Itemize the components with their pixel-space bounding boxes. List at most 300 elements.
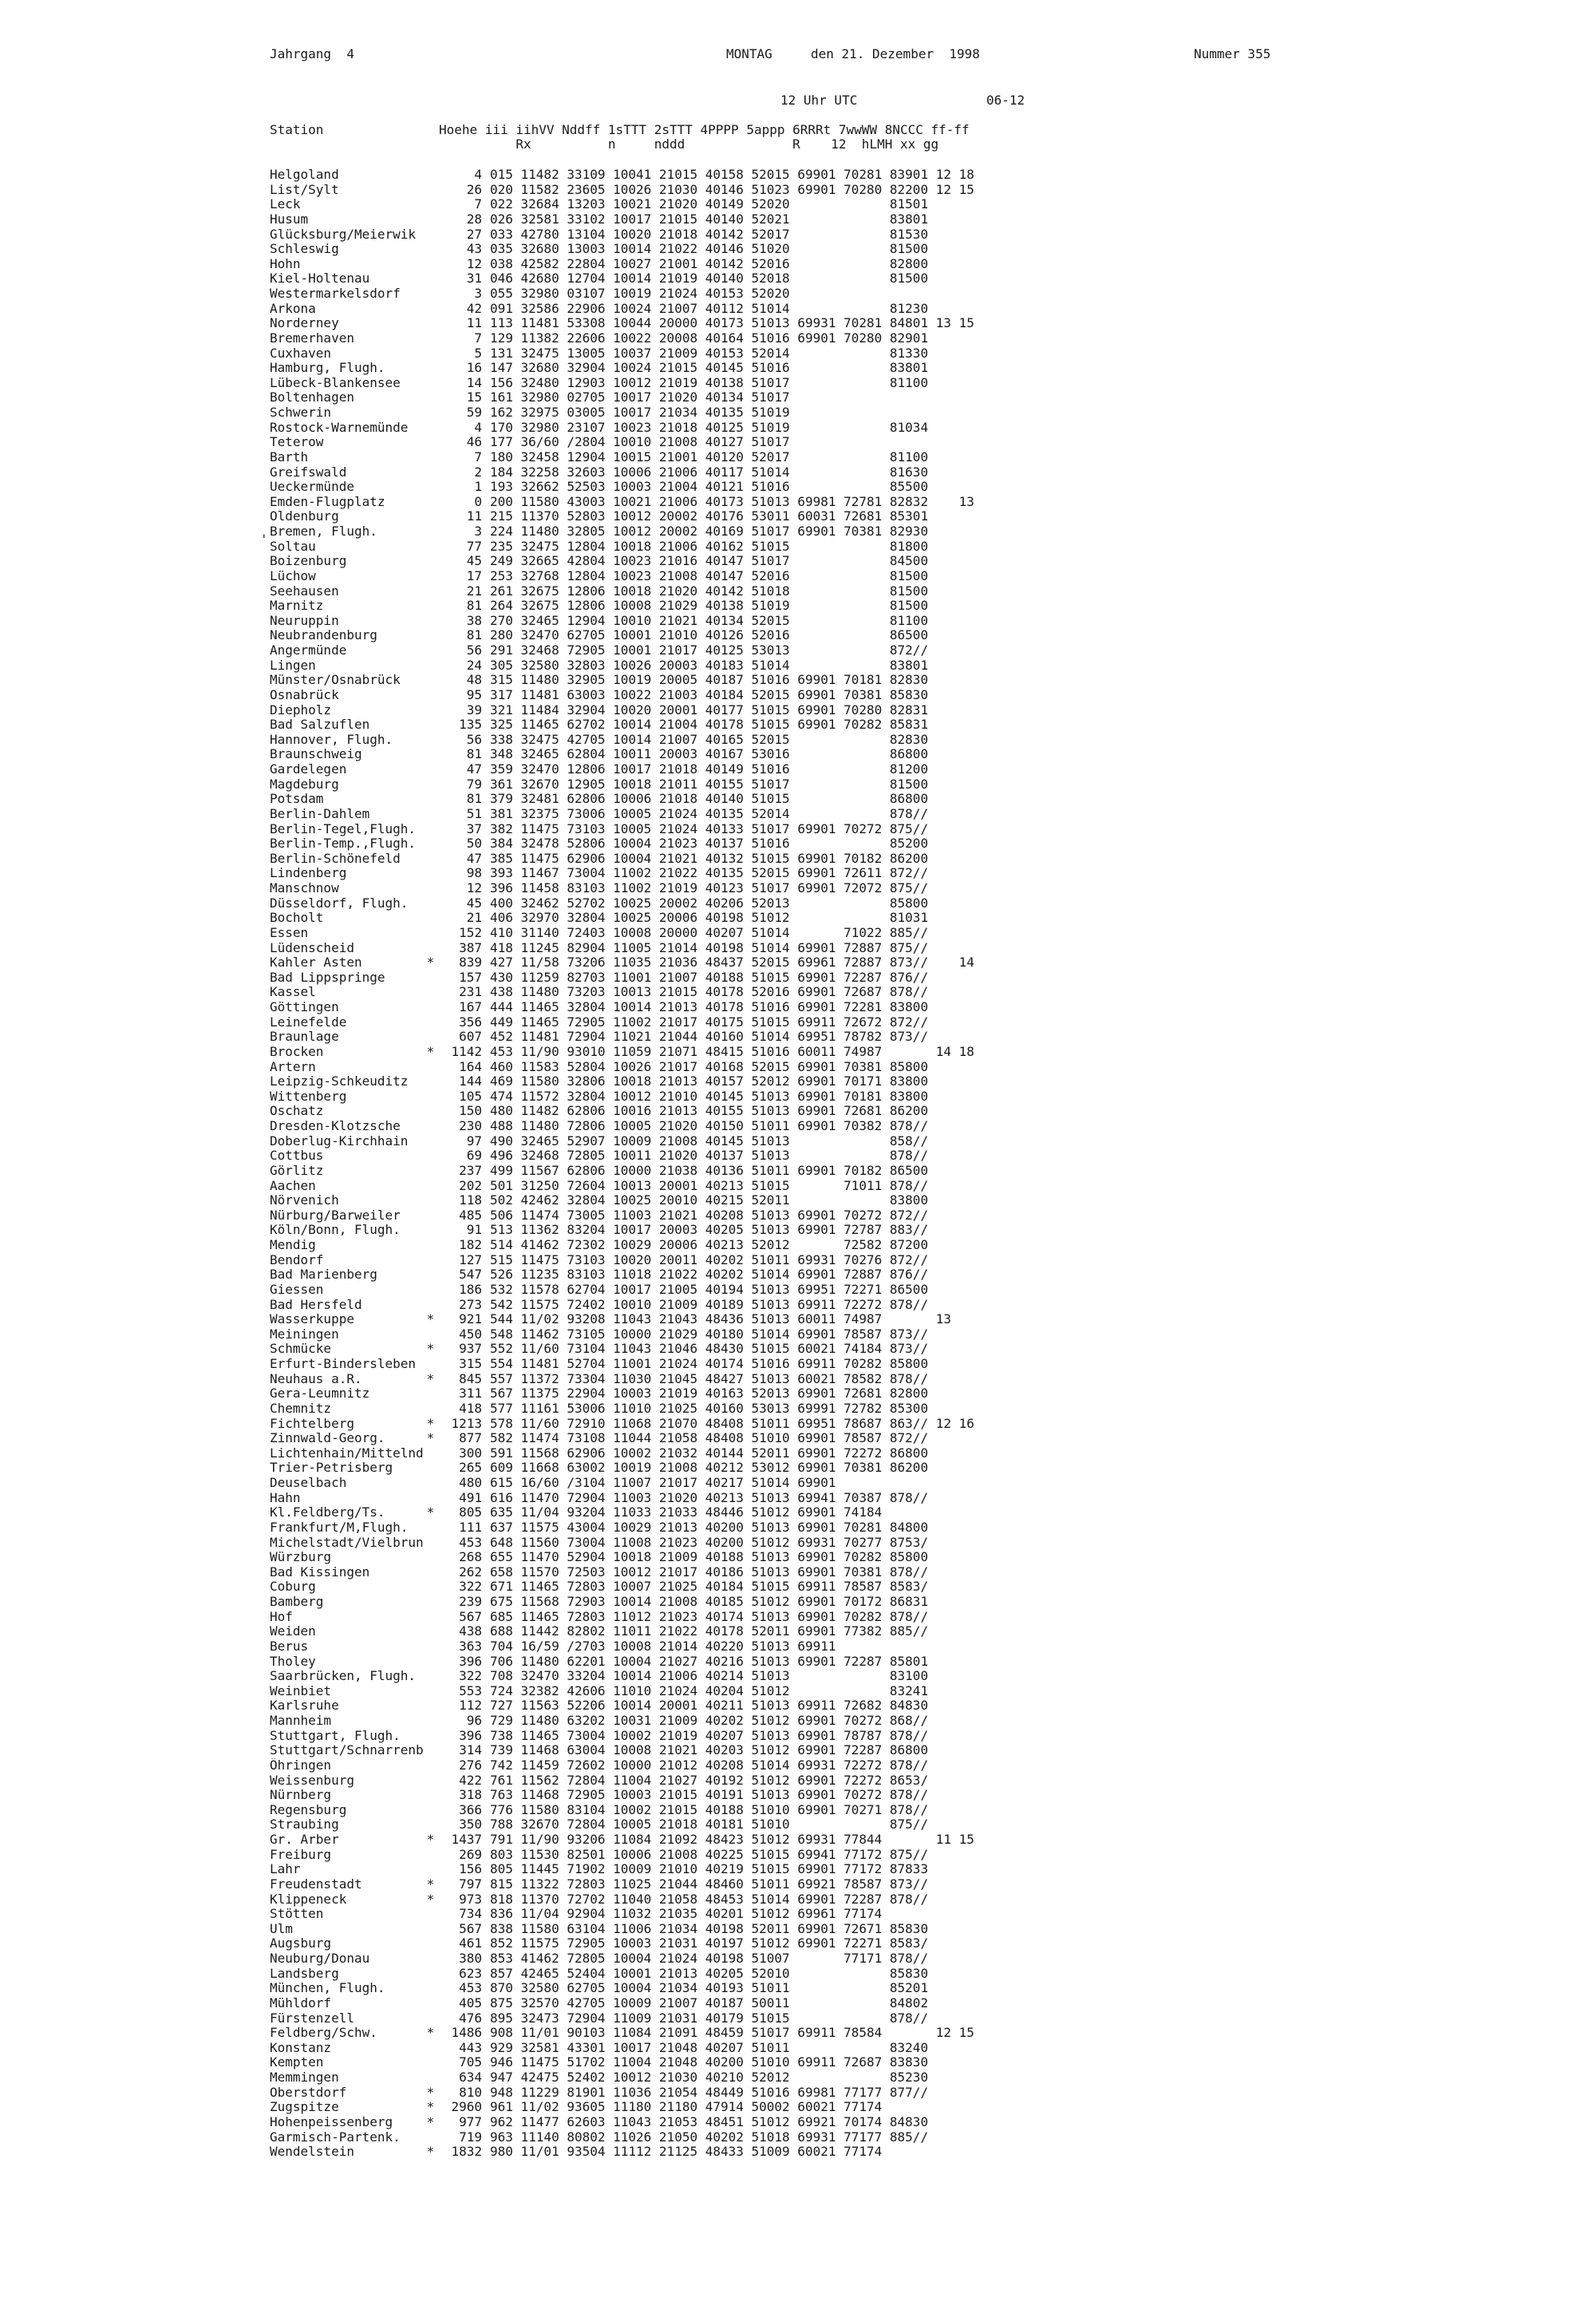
synop-codes: 908 11/01 90103 11084 21091 48459 51017 69911 78584 12 15 xyxy=(490,2025,974,2041)
observation-time: 12 Uhr UTC xyxy=(780,93,858,108)
mountain-station-marker xyxy=(424,1610,437,1625)
table-row xyxy=(270,1119,974,1134)
station-name: Husum xyxy=(270,212,309,227)
synop-codes: 875 32570 42705 10009 21007 40187 50011 84802 xyxy=(490,1995,929,2011)
station-name: Emden-Flugplatz xyxy=(270,494,385,509)
station-name: Artern xyxy=(270,1059,316,1074)
station-altitude: 845 xyxy=(459,1370,482,1386)
station-name: Osnabrück xyxy=(270,687,339,702)
mountain-station-marker xyxy=(424,1253,437,1268)
station-altitude: 5 xyxy=(474,345,482,361)
station-name: Michelstadt/Vielbrun xyxy=(270,1535,424,1550)
station-name: Regensburg xyxy=(270,1802,347,1817)
synop-codes: 261 32675 12806 10018 21020 40142 51018 81500 xyxy=(490,583,929,599)
station-name: Hahn xyxy=(270,1490,301,1505)
synop-codes: 658 11570 72503 10012 21017 40186 51013 69901 70381 878// xyxy=(490,1564,929,1580)
table-row xyxy=(270,569,974,584)
table-row xyxy=(270,911,974,926)
station-name: Freiburg xyxy=(270,1847,332,1862)
mountain-station-marker xyxy=(424,1936,437,1951)
synop-codes: 763 11468 72905 10003 21015 40191 51013 69901 70272 878// xyxy=(490,1787,929,1803)
mountain-station-marker xyxy=(424,1386,437,1402)
station-name: Ulm xyxy=(270,1921,293,1936)
synop-codes: 038 42582 22804 10027 21001 40142 52016 82800 xyxy=(490,255,929,271)
synop-codes: 338 32475 42705 10014 21007 40165 52015 82830 xyxy=(490,731,929,747)
table-row xyxy=(270,733,974,748)
station-name: Neuruppin xyxy=(270,613,339,628)
synop-codes: 091 32586 22906 10024 21007 40112 51014 81230 xyxy=(490,300,929,316)
station-altitude: 81 xyxy=(466,598,482,614)
mountain-station-marker xyxy=(424,1298,437,1313)
mountain-station-marker: * xyxy=(426,1891,435,1907)
station-name: Augsburg xyxy=(270,1936,332,1951)
mountain-station-marker xyxy=(424,658,437,674)
table-row xyxy=(270,242,974,257)
mountain-station-marker xyxy=(424,1951,437,1967)
station-altitude: 95 xyxy=(466,686,482,702)
mountain-station-marker xyxy=(424,1743,437,1758)
table-row xyxy=(270,331,974,346)
mountain-station-marker xyxy=(424,852,437,867)
station-name: Boltenhagen xyxy=(270,390,354,405)
synop-codes: 270 32465 12904 10010 21021 40134 52015 81100 xyxy=(490,612,929,628)
synop-codes: 616 11470 72904 11003 21020 40213 51013 69941 70387 878// xyxy=(490,1489,929,1505)
table-row xyxy=(270,1283,974,1298)
table-row xyxy=(270,1312,974,1327)
station-name: Saarbrücken, Flugh. xyxy=(270,1669,417,1684)
station-name: Neuburg/Donau xyxy=(270,1951,370,1966)
station-altitude: 318 xyxy=(459,1787,482,1803)
station-altitude: 734 xyxy=(459,1906,482,1922)
table-row xyxy=(270,2115,974,2130)
mountain-station-marker xyxy=(424,227,437,243)
synop-codes: 418 11245 82904 11005 21014 40198 51014 69901 72887 875// xyxy=(490,939,929,955)
synop-codes: 655 11470 52904 10018 21009 40188 51013 69901 70282 85800 xyxy=(490,1549,929,1565)
station-altitude: 27 xyxy=(466,226,482,242)
mountain-station-marker xyxy=(424,2055,437,2070)
table-row xyxy=(270,584,974,599)
station-name: Westermarkelsdorf xyxy=(270,287,401,301)
station-name: Boizenburg xyxy=(270,554,347,569)
station-altitude: 164 xyxy=(459,1058,482,1074)
table-row xyxy=(270,287,974,302)
station-altitude: 810 xyxy=(459,2084,482,2100)
station-altitude: 438 xyxy=(459,1623,482,1639)
table-row xyxy=(270,1936,974,1951)
mountain-station-marker xyxy=(424,1491,437,1506)
station-altitude: 973 xyxy=(459,1891,482,1907)
mountain-station-marker xyxy=(424,614,437,629)
station-altitude: 1 xyxy=(474,479,482,495)
station-name: Zinnwald-Georg. xyxy=(270,1431,385,1446)
header-issue-number: Nummer 355 xyxy=(1194,46,1271,61)
mountain-station-marker xyxy=(424,1565,437,1580)
station-name: Braunlage xyxy=(270,1030,339,1045)
mountain-station-marker xyxy=(424,1104,437,1119)
synop-codes: 180 32458 12904 10015 21001 40120 52017 81100 xyxy=(490,449,929,465)
period-range: 06-12 xyxy=(986,93,1025,108)
station-name: Marnitz xyxy=(270,599,324,614)
synop-codes: 490 32465 52907 10009 21008 40145 51013 858// xyxy=(490,1133,929,1149)
station-name: Fichtelberg xyxy=(270,1416,354,1431)
station-name: Norderney xyxy=(270,316,339,331)
synop-codes: 361 32670 12905 10018 21011 40155 51017 81500 xyxy=(490,776,929,792)
synop-codes: 200 11580 43003 10021 21006 40173 51013 69981 72781 82832 13 xyxy=(490,493,974,509)
station-name: Klippeneck xyxy=(270,1892,347,1907)
mountain-station-marker xyxy=(424,836,437,852)
table-row xyxy=(270,1446,974,1461)
synop-codes: 739 11468 63004 10008 21021 40203 51012 69901 72287 86800 xyxy=(490,1742,929,1758)
table-row xyxy=(270,1253,974,1268)
station-name: Dresden-Klotzsche xyxy=(270,1119,401,1133)
station-name: Manschnow xyxy=(270,881,339,896)
synop-codes: 253 32768 12804 10023 21008 40147 52016 81500 xyxy=(490,567,929,583)
mountain-station-marker xyxy=(424,1520,437,1536)
synop-codes: 637 11575 43004 10029 21013 40200 51013 69901 70281 84800 xyxy=(490,1519,929,1535)
synop-codes: 962 11477 62603 11043 21053 48451 51012 69921 70174 84830 xyxy=(490,2113,929,2129)
station-altitude: 17 xyxy=(466,567,482,583)
synop-codes: 738 11465 73004 10002 21019 40207 51013 69901 78787 878// xyxy=(490,1727,929,1743)
station-name: Bad Lippspringe xyxy=(270,970,385,985)
table-row xyxy=(270,1179,974,1194)
station-name: Kempten xyxy=(270,2055,324,2070)
station-name: Leinefelde xyxy=(270,1014,347,1030)
mountain-station-marker xyxy=(424,1550,437,1565)
table-row xyxy=(270,1565,974,1580)
station-name: Kahler Asten xyxy=(270,955,362,971)
synop-codes: 502 42462 32804 10025 20010 40215 52011 83800 xyxy=(490,1192,929,1208)
station-altitude: 167 xyxy=(459,999,482,1014)
synop-codes: 704 16/59 /2703 10008 21014 40220 51013 69911 xyxy=(490,1638,836,1654)
station-altitude: 262 xyxy=(459,1564,482,1580)
station-name: Kl.Feldberg/Ts. xyxy=(270,1505,385,1520)
station-name: Öhringen xyxy=(270,1757,332,1773)
table-row xyxy=(270,941,974,956)
mountain-station-marker xyxy=(424,985,437,1000)
station-altitude: 461 xyxy=(459,1935,482,1951)
station-altitude: 43 xyxy=(466,241,482,257)
station-altitude: 111 xyxy=(459,1519,482,1535)
mountain-station-marker xyxy=(424,569,437,584)
mountain-station-marker xyxy=(424,1267,437,1283)
station-name: Teterow xyxy=(270,435,324,450)
station-name: Berlin-Schönefeld xyxy=(270,851,401,866)
station-altitude: 97 xyxy=(466,1133,482,1149)
mountain-station-marker: * xyxy=(426,1311,435,1327)
synop-codes: 348 32465 62804 10011 20003 40167 53016 86800 xyxy=(490,746,929,762)
synop-codes: 280 32470 62705 10001 21010 40126 52016 86500 xyxy=(490,627,929,643)
synop-codes: 526 11235 83103 11018 21022 40202 51014 69901 72887 876// xyxy=(490,1267,929,1283)
synop-codes: 291 32468 72905 10001 21017 40125 53013 872// xyxy=(490,642,929,658)
station-altitude: 1486 xyxy=(451,2025,482,2041)
station-name: Braunschweig xyxy=(270,747,362,762)
synop-codes: 385 11475 62906 10004 21021 40132 51015 69901 70182 86200 xyxy=(490,850,929,866)
table-row xyxy=(270,1060,974,1075)
table-row xyxy=(270,1624,974,1639)
synop-codes: 427 11/58 73206 11035 21036 48437 52015 69961 72887 873// 14 xyxy=(490,955,974,971)
station-altitude: 7 xyxy=(474,196,482,212)
mountain-station-marker xyxy=(424,1817,437,1833)
mountain-station-marker xyxy=(424,1179,437,1194)
table-row xyxy=(270,2055,974,2070)
synop-codes: 147 32680 32904 10024 21015 40145 51016 83801 xyxy=(490,360,929,376)
mountain-station-marker xyxy=(424,971,437,986)
station-name: Lübeck-Blankensee xyxy=(270,375,401,390)
station-altitude: 366 xyxy=(459,1801,482,1817)
table-row xyxy=(270,1996,974,2011)
synop-codes: 020 11582 23605 10026 21030 40146 51023 69901 70280 82200 12 15 xyxy=(490,181,974,197)
station-name: Tholey xyxy=(270,1654,316,1669)
station-altitude: 1832 xyxy=(451,2144,482,2160)
station-altitude: 56 xyxy=(466,731,482,747)
station-name: Bocholt xyxy=(270,911,324,926)
synop-codes: 452 11481 72904 11021 21044 40160 51014 69951 78782 873// xyxy=(490,1029,929,1045)
table-row xyxy=(270,703,974,718)
station-name: Stötten xyxy=(270,1907,324,1922)
table-row xyxy=(270,376,974,391)
mountain-station-marker xyxy=(424,1922,437,1937)
station-name: Helgoland xyxy=(270,168,339,182)
mountain-station-marker xyxy=(424,376,437,391)
synop-codes: 515 11475 73103 10020 20011 40202 51011 69931 70276 872// xyxy=(490,1251,929,1267)
station-name: Neuhaus a.R. xyxy=(270,1371,362,1386)
station-altitude: 476 xyxy=(459,2010,482,2026)
synop-codes: 514 41462 72302 10029 20006 40213 52012 72582 87200 xyxy=(490,1237,929,1252)
table-row xyxy=(270,1981,974,1996)
station-name: Neubrandenburg xyxy=(270,628,377,643)
station-name: Trier-Petrisberg xyxy=(270,1461,393,1476)
station-name: Brocken xyxy=(270,1044,324,1059)
station-name: Cottbus xyxy=(270,1149,324,1164)
station-altitude: 56 xyxy=(466,642,482,658)
station-altitude: 453 xyxy=(459,1534,482,1550)
table-row xyxy=(270,1000,974,1015)
station-altitude: 453 xyxy=(459,1980,482,1996)
station-altitude: 1437 xyxy=(451,1832,482,1847)
station-altitude: 11 xyxy=(466,315,482,331)
station-altitude: 405 xyxy=(459,1995,482,2011)
synop-codes: 946 11475 51702 11004 21048 40200 51010 69911 72687 83830 xyxy=(490,2054,929,2070)
table-row xyxy=(270,1372,974,1387)
table-row xyxy=(270,1788,974,1803)
table-row xyxy=(270,1892,974,1908)
mountain-station-marker xyxy=(424,1193,437,1208)
synop-codes: 325 11465 62702 10014 21004 40178 51015 69901 70282 85831 xyxy=(490,717,929,733)
station-altitude: 47 xyxy=(466,850,482,866)
synop-codes: 635 11/04 93204 11033 21033 48446 51012 69901 74184 xyxy=(490,1504,883,1520)
station-name: Nürnberg xyxy=(270,1788,332,1803)
table-row xyxy=(270,1104,974,1119)
mountain-station-marker xyxy=(424,1639,437,1655)
synop-codes: 501 31250 72604 10013 20001 40213 51015 71011 878// xyxy=(490,1177,929,1193)
mountain-station-marker xyxy=(424,1698,437,1714)
table-row xyxy=(270,658,974,674)
table-row xyxy=(270,1417,974,1432)
synop-codes: 235 32475 12804 10018 21006 40162 51015 81800 xyxy=(490,538,929,554)
mountain-station-marker xyxy=(424,1446,437,1461)
station-name: Bamberg xyxy=(270,1595,324,1609)
station-name: Coburg xyxy=(270,1580,316,1595)
synop-codes: 578 11/60 72910 11068 21070 48408 51011 69951 78687 863// 12 16 xyxy=(490,1415,974,1431)
station-name: Hof xyxy=(270,1609,293,1624)
table-row xyxy=(270,1342,974,1357)
synop-codes: 264 32675 12806 10008 21029 40138 51019 81500 xyxy=(490,598,929,614)
mountain-station-marker: * xyxy=(426,1832,435,1847)
mountain-station-marker xyxy=(424,1476,437,1491)
station-altitude: 12 xyxy=(466,880,482,896)
mountain-station-marker: * xyxy=(426,1415,435,1431)
station-name: Görlitz xyxy=(270,1163,324,1178)
station-altitude: 450 xyxy=(459,1326,482,1342)
synop-codes: 055 32980 03107 10019 21024 40153 52020 xyxy=(490,286,790,301)
mountain-station-marker xyxy=(424,673,437,688)
station-altitude: 231 xyxy=(459,984,482,1000)
table-row xyxy=(270,1729,974,1744)
station-altitude: 273 xyxy=(459,1296,482,1312)
station-name: Fürstenzell xyxy=(270,2011,354,2026)
table-row xyxy=(270,1951,974,1967)
synop-codes: 853 41462 72805 10004 21024 40198 51007 77171 878// xyxy=(490,1951,929,1966)
synop-codes: 929 32581 43301 10017 21048 40207 51011 83240 xyxy=(490,2039,929,2055)
station-altitude: 21 xyxy=(466,583,482,599)
station-altitude: 7 xyxy=(474,449,482,465)
station-name: Oberstdorf xyxy=(270,2085,347,2100)
station-altitude: 77 xyxy=(466,538,482,554)
station-name: Bendorf xyxy=(270,1252,324,1267)
synop-codes: 506 11474 73005 11003 21021 40208 51013 69901 70272 872// xyxy=(490,1207,929,1223)
mountain-station-marker xyxy=(424,1164,437,1179)
mountain-station-marker xyxy=(424,346,437,362)
station-name: Leck xyxy=(270,197,301,212)
table-row xyxy=(270,1639,974,1655)
header-date: MONTAG den 21. Dezember 1998 xyxy=(726,46,980,61)
station-name: Berlin-Dahlem xyxy=(270,806,370,821)
synop-codes: 947 42475 52402 10012 21030 40210 52012 85230 xyxy=(490,2070,929,2085)
mountain-station-marker xyxy=(424,1536,437,1551)
synop-codes: 026 32581 33102 10017 21015 40140 52021 83801 xyxy=(490,211,929,227)
station-name: Weinbiet xyxy=(270,1683,332,1698)
station-altitude: 300 xyxy=(459,1445,482,1461)
table-row xyxy=(270,257,974,272)
station-altitude: 186 xyxy=(459,1281,482,1297)
mountain-station-marker xyxy=(424,450,437,465)
table-row xyxy=(270,2145,974,2160)
mountain-station-marker xyxy=(424,1848,437,1863)
mountain-station-marker xyxy=(424,628,437,643)
station-altitude: 356 xyxy=(459,1014,482,1030)
station-name: Greifswald xyxy=(270,465,347,480)
table-row xyxy=(270,1758,974,1773)
mountain-station-marker xyxy=(424,168,437,183)
station-altitude: 422 xyxy=(459,1772,482,1788)
mountain-station-marker xyxy=(424,1030,437,1045)
table-row xyxy=(270,1655,974,1670)
table-row xyxy=(270,1862,974,1877)
station-altitude: 152 xyxy=(459,924,482,940)
station-altitude: 144 xyxy=(459,1073,482,1089)
station-altitude: 112 xyxy=(459,1698,482,1714)
table-row xyxy=(270,1298,974,1313)
station-name: Wasserkuppe xyxy=(270,1312,354,1327)
station-name: Bremerhaven xyxy=(270,330,354,346)
table-row xyxy=(270,1431,974,1446)
mountain-station-marker xyxy=(424,896,437,911)
synop-codes: 129 11382 22606 10022 20008 40164 51016 69901 70280 82901 xyxy=(490,330,929,346)
table-row xyxy=(270,1149,974,1164)
station-altitude: 623 xyxy=(459,1965,482,1981)
station-name: Leipzig-Schkeuditz xyxy=(270,1074,409,1089)
mountain-station-marker xyxy=(424,1357,437,1372)
table-row xyxy=(270,1476,974,1491)
mountain-station-marker: * xyxy=(426,1370,435,1386)
mountain-station-marker xyxy=(424,509,437,524)
mountain-station-marker: * xyxy=(426,2084,435,2100)
mountain-station-marker xyxy=(424,1060,437,1075)
mountain-station-marker xyxy=(424,331,437,346)
mountain-station-marker xyxy=(424,212,437,227)
synop-codes: 870 32580 62705 10004 21034 40193 51011 85201 xyxy=(490,1980,929,1996)
table-row xyxy=(270,168,974,183)
station-name: Nörvenich xyxy=(270,1193,339,1208)
synop-codes: 162 32975 03005 10017 21034 40135 51019 xyxy=(490,405,790,420)
station-altitude: 567 xyxy=(459,1608,482,1624)
station-name: Rostock-Warnemünde xyxy=(270,420,409,435)
synop-codes: 948 11229 81901 11036 21054 48449 51016 69981 77177 877// xyxy=(490,2084,929,2100)
synop-codes: 729 11480 63202 10031 21009 40202 51012 69901 70272 868// xyxy=(490,1713,929,1728)
mountain-station-marker xyxy=(424,911,437,926)
synop-codes: 582 11474 73108 11044 21058 48408 51010 69901 78587 872// xyxy=(490,1430,929,1446)
mountain-station-marker xyxy=(424,1461,437,1476)
table-row xyxy=(270,1684,974,1699)
table-row xyxy=(270,540,974,555)
synop-codes: 548 11462 73105 10000 21029 40180 51014 69901 78587 873// xyxy=(490,1326,929,1342)
synop-codes: 359 32470 12806 10017 21018 40149 51016 81200 xyxy=(490,761,929,777)
station-altitude: 79 xyxy=(466,776,482,792)
header-volume: Jahrgang 4 xyxy=(270,46,354,61)
station-altitude: 39 xyxy=(466,702,482,718)
table-row xyxy=(270,1238,974,1253)
station-name: Memmingen xyxy=(270,2070,339,2085)
station-altitude: 839 xyxy=(459,955,482,971)
synop-codes: 177 36/60 /2804 10010 21008 40127 51017 xyxy=(490,434,790,450)
synop-codes: 609 11668 63002 10019 21008 40212 53012 69901 70381 86200 xyxy=(490,1460,929,1476)
table-row xyxy=(270,628,974,643)
mountain-station-marker xyxy=(424,1074,437,1089)
synop-codes: 438 11480 73203 10013 21015 40178 52016 69901 72687 878// xyxy=(490,984,929,1000)
mountain-station-marker xyxy=(424,405,437,421)
synop-codes: 161 32980 02705 10017 21020 40134 51017 xyxy=(490,389,790,405)
table-row xyxy=(270,1193,974,1208)
synop-codes: 215 11370 52803 10012 20002 40176 53011 60031 72681 85301 xyxy=(490,508,929,524)
table-row xyxy=(270,971,974,986)
station-name: Konstanz xyxy=(270,2040,332,2055)
station-altitude: 3 xyxy=(474,524,482,539)
station-name: Barth xyxy=(270,449,309,465)
station-altitude: 443 xyxy=(459,2039,482,2055)
synop-codes: 430 11259 82703 11001 21007 40188 51015 69901 72287 876// xyxy=(490,969,929,985)
station-altitude: 485 xyxy=(459,1207,482,1223)
table-row xyxy=(270,1833,974,1848)
station-name: Oschatz xyxy=(270,1104,324,1119)
synop-codes: 480 11482 62806 10016 21013 40155 51013 69901 72681 86200 xyxy=(490,1103,929,1119)
table-row xyxy=(270,599,974,614)
table-row xyxy=(270,1134,974,1149)
table-row xyxy=(270,183,974,198)
station-altitude: 96 xyxy=(466,1713,482,1728)
synop-codes: 033 42780 13104 10020 21018 40142 52017 81530 xyxy=(490,226,929,242)
table-row xyxy=(270,2041,974,2056)
table-row xyxy=(270,1848,974,1863)
